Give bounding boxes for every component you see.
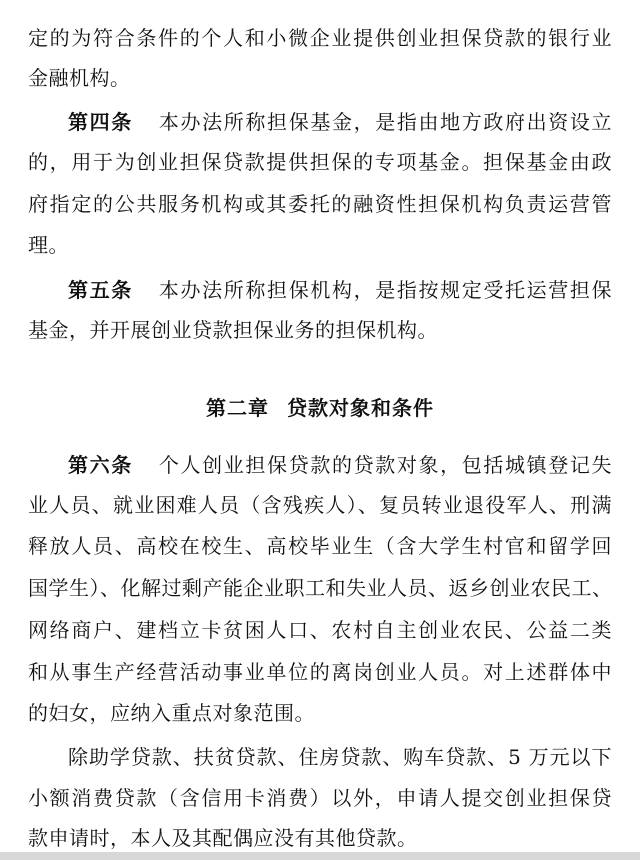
text-line: [68, 445, 612, 485]
chapter-title: 贷款对象和条件: [287, 396, 434, 420]
text-line: [68, 270, 612, 310]
text-line: 的，用于为创业担保贷款提供担保的专项基金。担保基金由政: [28, 150, 612, 174]
chapter-number: 第二章: [206, 396, 269, 420]
text-line: 基金，并开展创业贷款担保业务的担保机构。: [28, 318, 438, 342]
text-line: 金融机构。: [28, 66, 131, 90]
text-line: 除助学贷款、扶贫贷款、住房贷款、购车贷款、5 万元以下: [68, 745, 612, 769]
text-line: 定的为符合条件的个人和小微企业提供创业担保贷款的银行业: [28, 26, 612, 50]
text-line: 款申请时，本人及其配偶应没有其他贷款。: [28, 826, 418, 850]
chapter-heading: [0, 388, 640, 428]
article-number: 第四条: [68, 110, 133, 134]
text-line: 网络商户、建档立卡贫困人口、农村自主创业农民、公益二类: [28, 618, 612, 642]
text-line: 释放人员、高校在校生、高校毕业生（含大学生村官和留学回: [28, 534, 612, 558]
text-line: 的妇女，应纳入重点对象范围。: [28, 701, 315, 725]
text-line: 府指定的公共服务机构或其委托的融资性担保机构负责运营管: [28, 192, 612, 216]
article-number: 第五条: [68, 278, 133, 302]
article-text: 本办法所称担保机构，是指按规定受托运营担保: [158, 278, 613, 302]
text-line: 国学生）、化解过剩产能企业职工和失业人员、返乡创业农民工、: [28, 576, 613, 600]
article-number: 第六条: [68, 453, 133, 477]
text-line: 理。: [28, 233, 69, 257]
page-bottom-edge: [0, 852, 640, 860]
text-line: 业人员、就业困难人员（含残疾人）、复员转业退役军人、刑满: [28, 493, 612, 517]
article-text: 本办法所称担保基金，是指由地方政府出资设立: [158, 110, 613, 134]
text-line: 和从事生产经营活动事业单位的离岗创业人员。对上述群体中: [28, 660, 612, 684]
text-line: [68, 102, 612, 142]
article-text: 个人创业担保贷款的贷款对象，包括城镇登记失: [158, 453, 613, 477]
text-line: 小额消费贷款（含信用卡消费）以外，申请人提交创业担保贷: [28, 786, 612, 810]
